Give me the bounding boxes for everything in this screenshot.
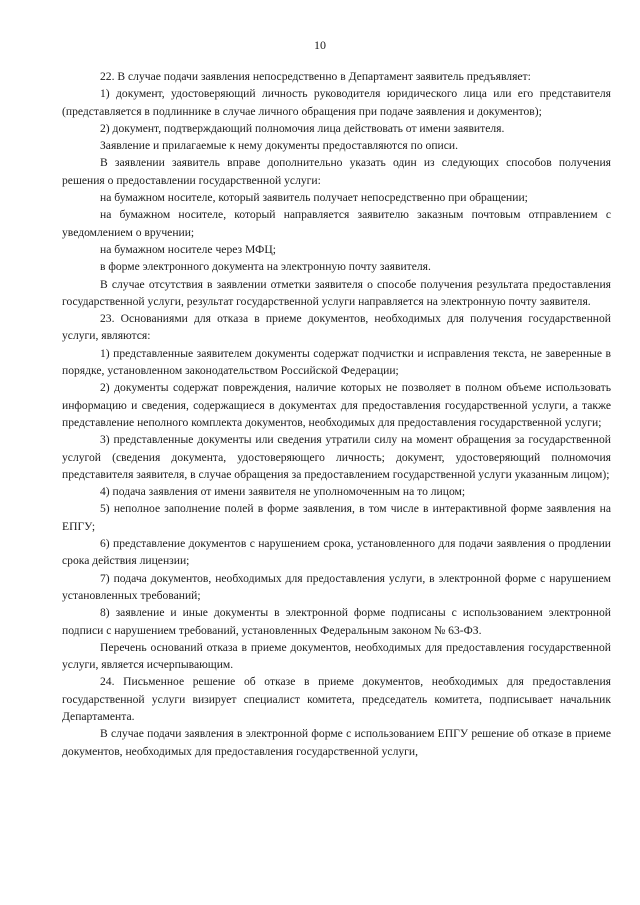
paragraph-23-item-8: 8) заявление и иные документы в электронной форме подписаны с использованием электронной подписи с нарушением требований, установленных Федеральным законом № 63-ФЗ. [62, 606, 611, 637]
paragraph-23-item-7: 7) подача документов, необходимых для предоставления услуги, в электронной форме с нарушением установленных требований; [62, 571, 611, 602]
paragraph-delivery-method-2: на бумажном носителе, который направляется заявителю заказным почтовым отправлением с уведомлением о вручении; [62, 208, 611, 239]
paragraph-delivery-method-3: на бумажном носителе через МФЦ; [100, 242, 276, 256]
paragraph-22-item-2: 2) документ, подтверждающий полномочия лица действовать от имени заявителя. [100, 121, 505, 135]
paragraph-exhaustive-list: Перечень оснований отказа в приеме документов, необходимых для предоставления государственной услуги, является исчерпывающим. [62, 640, 611, 672]
paragraph-23-item-3: 3) представленные документы или сведения утратили силу на момент обращения за государственной услугой (сведения документа, удостоверяющего личность; документ, удостоверяющий полномочия представителя заявителя, в случае обращения за предоставлением государственной услуги указанным лицом); [62, 433, 611, 481]
paragraph-delivery-methods-intro: В заявлении заявитель вправе дополнительно указать один из следующих способов получения решения о предоставлении государственной услуги: [62, 156, 611, 187]
paragraph-delivery-method-1: на бумажном носителе, который заявитель получает непосредственно при обращении; [100, 191, 528, 205]
paragraph-inventory-note: Заявление и прилагаемые к нему документы предоставляются по описи. [100, 139, 458, 153]
paragraph-23-item-5: 5) неполное заполнение полей в форме заявления, в том числе в интерактивной форме заявления на ЕПГУ; [62, 502, 611, 533]
paragraph-22-item-1: 1) документ, удостоверяющий личность руководителя юридического лица или его представителя (представляется в подлиннике в случае личного обращения при подаче заявления и документов); [62, 87, 611, 118]
paragraph-23-intro: 23. Основаниями для отказа в приеме документов, необходимых для получения государственной услуги, являются: [62, 312, 611, 343]
paragraph-delivery-method-4: в форме электронного документа на электронную почту заявителя. [100, 260, 431, 274]
paragraph-epgu-refusal: В случае подачи заявления в электронной форме с использованием ЕПГУ решение об отказе в приеме документов, необходимых для предоставления государственной услуги, [62, 727, 611, 758]
document-body [62, 68, 611, 760]
paragraph-23-item-1: 1) представленные заявителем документы содержат подчистки и исправления текста, не заверенные в порядке, установленном законодательством Российской Федерации; [62, 346, 611, 378]
paragraph-22-intro: 22. В случае подачи заявления непосредственно в Департамент заявитель предъявляет: [100, 70, 531, 83]
paragraph-23-item-6: 6) представление документов с нарушением срока, установленного для подачи заявления о продлении срока действия лицензии; [62, 537, 611, 568]
paragraph-23-item-2: 2) документы содержат повреждения, наличие которых не позволяет в полном объеме использовать информацию и сведения, содержащиеся в документах для предоставления государственной услуги, а также представление неполного комплекта документов, необходимых для предоставления государственной услуги; [62, 381, 611, 429]
paragraph-23-item-4: 4) подача заявления от имени заявителя не уполномоченным на то лицом; [100, 485, 466, 499]
paragraph-default-delivery: В случае отсутствия в заявлении отметки заявителя о способе получения результата предоставления государственной услуги, результат государственной услуги направляется на электронную почту заявителя. [62, 277, 611, 308]
page-number: 10 [314, 38, 326, 52]
paragraph-24: 24. Письменное решение об отказе в приеме документов, необходимых для предоставления государственной услуги визирует специалист комитета, председатель комитета, подписывает начальник Департамента. [62, 675, 611, 723]
